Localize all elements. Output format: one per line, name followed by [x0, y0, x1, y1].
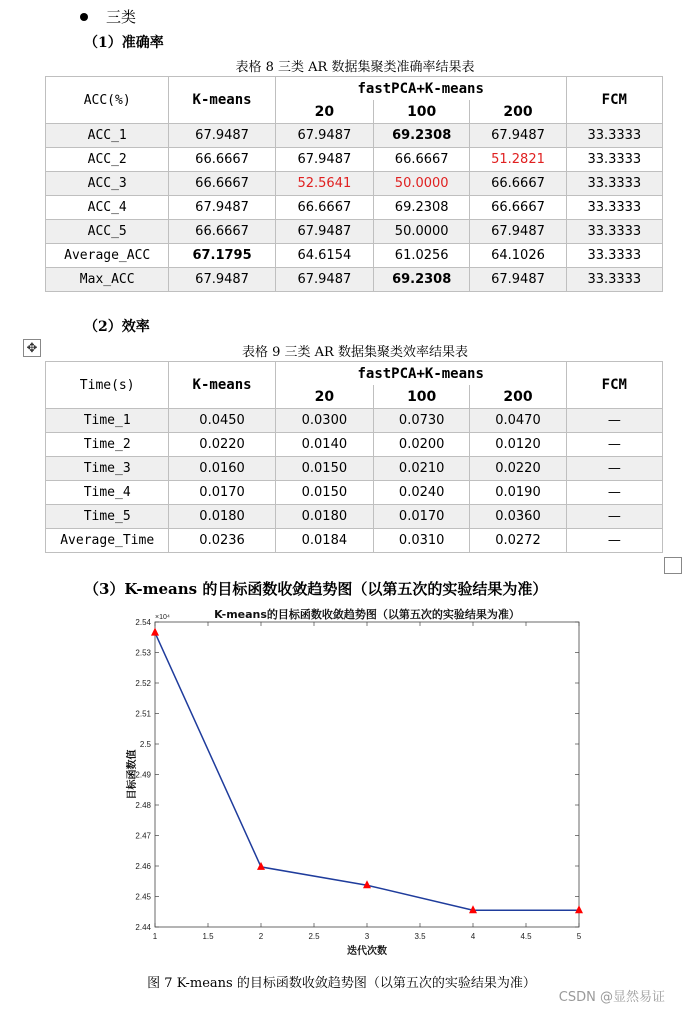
cell: 0.0150	[275, 457, 373, 481]
x-tick-label: 1.5	[202, 932, 214, 941]
cell: 0.0200	[374, 433, 470, 457]
cell: —	[566, 457, 662, 481]
table-header-row	[46, 362, 663, 386]
y-exponent-label: ×10⁴	[155, 614, 170, 621]
figure-caption: 图 7 K-means 的目标函数收敛趋势图（以第五次的实验结果为准）	[147, 976, 536, 991]
cell: 69.2308	[374, 124, 470, 148]
col-fcm: FCM	[566, 362, 662, 409]
cell: 51.2821	[470, 148, 566, 172]
table-row	[46, 148, 663, 172]
subcol-100: 100	[374, 385, 470, 409]
cell: 67.9487	[169, 196, 275, 220]
cell: —	[566, 529, 662, 553]
y-tick-label: 2.48	[135, 801, 151, 810]
table-row	[46, 196, 663, 220]
row-label: ACC_2	[46, 148, 169, 172]
row-label: Time_5	[46, 505, 169, 529]
subcol-20: 20	[275, 100, 373, 124]
accuracy-table	[45, 76, 663, 292]
row-label: Time_4	[46, 481, 169, 505]
y-tick-label: 2.47	[135, 831, 151, 841]
cell: 66.6667	[169, 148, 275, 172]
cell: 67.9487	[470, 124, 566, 148]
col-kmeans: K-means	[169, 362, 275, 409]
cell: 66.6667	[374, 148, 470, 172]
cell: 50.0000	[374, 172, 470, 196]
x-tick-label: 3.5	[414, 932, 426, 941]
cell: 67.9487	[169, 124, 275, 148]
cell: 33.3333	[566, 268, 662, 292]
cell: 0.0220	[470, 457, 566, 481]
cell: 67.9487	[275, 268, 373, 292]
table-row	[46, 433, 663, 457]
cell: 64.6154	[275, 244, 373, 268]
cell: 0.0184	[275, 529, 373, 553]
cell: —	[566, 433, 662, 457]
convergence-chart-svg	[122, 604, 592, 964]
table8-caption: 表格 8 三类 AR 数据集聚类准确率结果表	[235, 60, 475, 75]
cell: 33.3333	[566, 124, 662, 148]
section-heading-accuracy: （1）准确率	[84, 35, 164, 51]
cell: 66.6667	[275, 196, 373, 220]
cell: 67.9487	[169, 268, 275, 292]
watermark: CSDN @显然易证	[558, 990, 665, 1005]
row-label: ACC_1	[46, 124, 169, 148]
col-group-fastpca: fastPCA+K-means	[275, 77, 566, 101]
cell: 66.6667	[470, 196, 566, 220]
subcol-200: 200	[470, 385, 566, 409]
col-fcm: FCM	[566, 77, 662, 124]
x-tick-label: 1	[152, 932, 158, 941]
cell: 0.0470	[470, 409, 566, 433]
cell: 0.0120	[470, 433, 566, 457]
cell: 66.6667	[169, 172, 275, 196]
cell: 67.9487	[275, 220, 373, 244]
y-tick-label: 2.52	[135, 679, 151, 688]
cell: 0.0220	[169, 433, 275, 457]
x-axis-label: 迭代次数	[347, 946, 387, 957]
efficiency-table	[45, 361, 663, 553]
table-row	[46, 124, 663, 148]
row-label: Max_ACC	[46, 268, 169, 292]
cell: 0.0190	[470, 481, 566, 505]
cell: 0.0272	[470, 529, 566, 553]
y-tick-label: 2.54	[135, 618, 151, 627]
table-corner-label: Time(s)	[46, 362, 169, 409]
x-tick-label: 4	[470, 932, 476, 941]
cell: 33.3333	[566, 148, 662, 172]
cell: 69.2308	[374, 268, 470, 292]
table-row	[46, 529, 663, 553]
row-label: Average_Time	[46, 529, 169, 553]
cell: 66.6667	[470, 172, 566, 196]
cell: 0.0240	[374, 481, 470, 505]
cell: 52.5641	[275, 172, 373, 196]
bullet-dot-icon	[80, 13, 88, 21]
cell: 64.1026	[470, 244, 566, 268]
cell: 0.0236	[169, 529, 275, 553]
cell: —	[566, 481, 662, 505]
x-tick-label: 4.5	[520, 932, 532, 941]
table-row	[46, 481, 663, 505]
cell: 0.0450	[169, 409, 275, 433]
row-label: Time_2	[46, 433, 169, 457]
row-label: Time_3	[46, 457, 169, 481]
cell: 33.3333	[566, 172, 662, 196]
section-heading-convergence: （3）K-means 的目标函数收敛趋势图（以第五次的实验结果为准）	[84, 580, 548, 598]
row-label: Average_ACC	[46, 244, 169, 268]
cell: 0.0730	[374, 409, 470, 433]
subcol-20: 20	[275, 385, 373, 409]
cell: 66.6667	[169, 220, 275, 244]
x-tick-label: 5	[576, 932, 582, 941]
cell: 33.3333	[566, 220, 662, 244]
cell: 67.9487	[470, 268, 566, 292]
cell: 67.9487	[275, 148, 373, 172]
table-row	[46, 505, 663, 529]
table-row	[46, 409, 663, 433]
cell: 0.0150	[275, 481, 373, 505]
cell: 61.0256	[374, 244, 470, 268]
section-heading-efficiency: （2）效率	[84, 319, 150, 335]
cell: 33.3333	[566, 196, 662, 220]
resize-handle[interactable]	[664, 557, 682, 574]
cell: 0.0170	[169, 481, 275, 505]
subcol-100: 100	[374, 100, 470, 124]
table-row	[46, 268, 663, 292]
x-tick-label: 2	[258, 932, 264, 941]
cell: 0.0140	[275, 433, 373, 457]
subcol-200: 200	[470, 100, 566, 124]
bullet-heading	[80, 6, 136, 27]
cell: 0.0180	[169, 505, 275, 529]
cell: 0.0360	[470, 505, 566, 529]
cell: 0.0160	[169, 457, 275, 481]
cell: 0.0180	[275, 505, 373, 529]
row-label: ACC_5	[46, 220, 169, 244]
bullet-heading-label: 三类	[106, 8, 137, 26]
cell: 0.0300	[275, 409, 373, 433]
move-handle-icon[interactable]: ✥	[23, 339, 41, 357]
chart-title: K-means的目标函数收敛趋势图（以第五次的实验结果为准）	[214, 608, 520, 621]
table-header-row	[46, 77, 663, 101]
cell: 69.2308	[374, 196, 470, 220]
cell: —	[566, 505, 662, 529]
col-group-fastpca: fastPCA+K-means	[275, 362, 566, 386]
cell: 33.3333	[566, 244, 662, 268]
col-kmeans: K-means	[169, 77, 275, 124]
table-row	[46, 220, 663, 244]
y-tick-label: 2.44	[135, 923, 151, 932]
y-tick-label: 2.51	[135, 709, 151, 719]
y-tick-label: 2.53	[135, 648, 151, 658]
row-label: ACC_4	[46, 196, 169, 220]
y-tick-label: 2.45	[135, 892, 151, 902]
cell: 0.0210	[374, 457, 470, 481]
table-row	[46, 457, 663, 481]
y-tick-label: 2.5	[139, 740, 151, 749]
cell: 0.0170	[374, 505, 470, 529]
row-label: ACC_3	[46, 172, 169, 196]
cell: —	[566, 409, 662, 433]
convergence-chart	[122, 604, 592, 964]
y-tick-label: 2.49	[135, 770, 151, 780]
cell: 50.0000	[374, 220, 470, 244]
cell: 67.9487	[470, 220, 566, 244]
table9-caption: 表格 9 三类 AR 数据集聚类效率结果表	[242, 345, 468, 360]
cell: 0.0310	[374, 529, 470, 553]
table-corner-label: ACC(%)	[46, 77, 169, 124]
cell: 67.1795	[169, 244, 275, 268]
y-axis-label: 目标函数值	[127, 749, 138, 800]
table-row	[46, 244, 663, 268]
y-tick-label: 2.46	[135, 862, 151, 871]
cell: 67.9487	[275, 124, 373, 148]
table-row	[46, 172, 663, 196]
row-label: Time_1	[46, 409, 169, 433]
x-tick-label: 2.5	[308, 932, 320, 941]
x-tick-label: 3	[364, 932, 370, 941]
